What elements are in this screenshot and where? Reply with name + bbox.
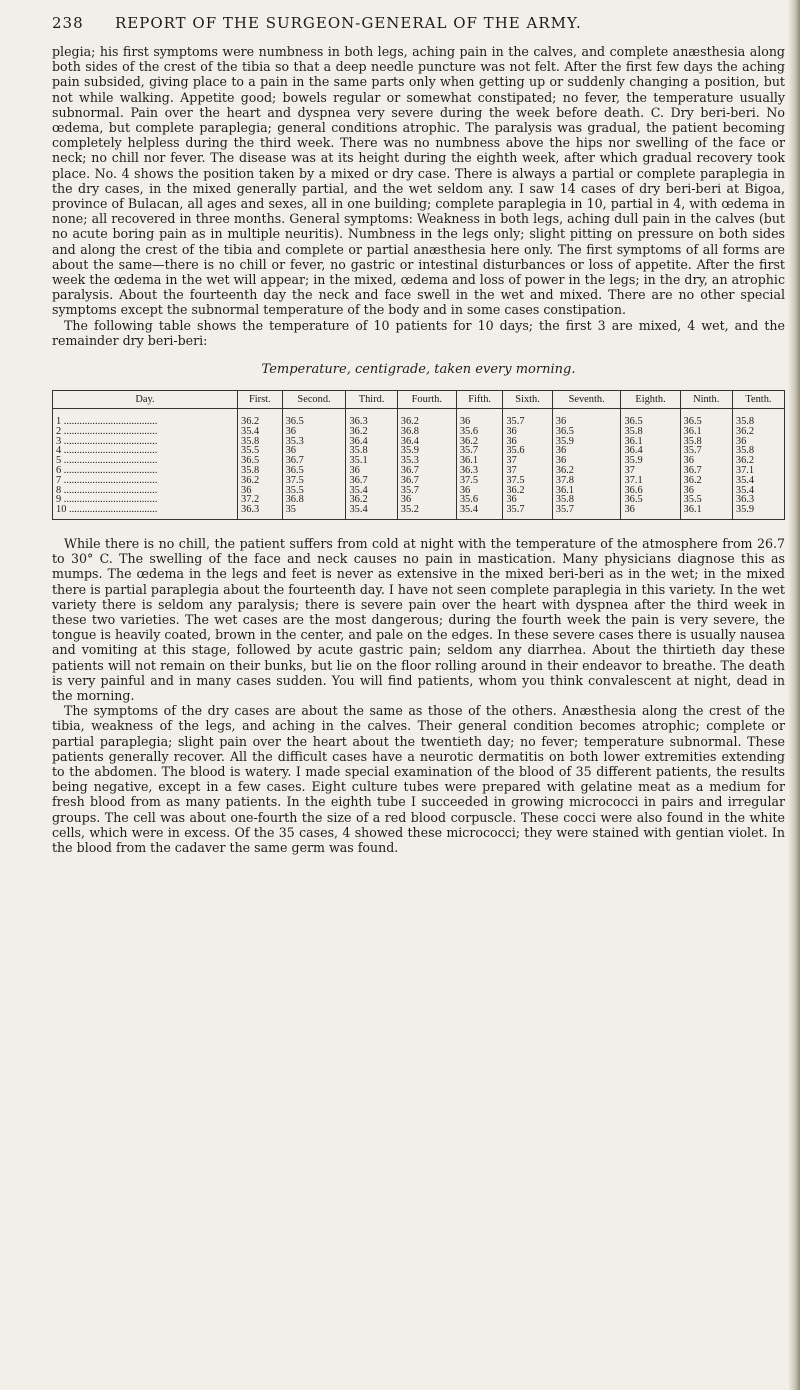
- temperature-cell: 35.7: [503, 505, 552, 519]
- paragraph-table-intro: The following table shows the temperature of 10 patients for 10 days; the first 3 are mixed, 4 wet, and the remainder dry beri-beri:: [52, 317, 785, 348]
- temperature-cell: 35.9: [732, 505, 784, 519]
- temperature-cell: 36.1: [552, 486, 621, 496]
- lower-text: [52, 536, 785, 855]
- temperature-cell: 36: [346, 466, 397, 476]
- temperature-cell: 36.5: [238, 456, 283, 466]
- temperature-cell: 36.6: [621, 486, 680, 496]
- temperature-cell: 37.5: [503, 476, 552, 486]
- temperature-cell: 36.3: [456, 466, 503, 476]
- column-header: Day.: [53, 391, 238, 409]
- temperature-cell: 35.6: [456, 495, 503, 505]
- temperature-cell: 36.1: [680, 505, 732, 519]
- temperature-cell: 36: [503, 437, 552, 447]
- temperature-cell: 36.3: [238, 505, 283, 519]
- temperature-cell: 35.7: [397, 486, 456, 496]
- paragraph-chill: While there is no chill, the patient suffers from cold at night with the temperature of the atmosphere from 26.7 to 30° C. The swelling of the face and neck causes no pain in mastication. Many physicians diagnose this as mumps. The œdema in the legs and feet is never as extensive in the mixed beri-beri as in the wet; in the mixed there is partial paraplegia about the fourteenth day. I have not seen complete paraplegia in this variety. In the wet variety there is seldom any paralysis; there is severe pain over the heart with dyspnea after the third week in these two varieties. The wet cases are the most dangerous; during the fourth week the pain is very severe, the tongue is heavily coated, brown in the center, and pale on the edges. In these severe cases there is usually nausea and vomiting at this stage, followed by acute gastric pain; seldom any diarrhea. About the thirtieth day these patients will not remain on their bunks, but lie on the floor rolling around in their endeavor to breathe. The death is very painful and in many cases sudden. You will find patients, whom you think convalescent at night, dead in the morning.: [52, 536, 785, 704]
- temperature-cell: 36.5: [282, 409, 346, 427]
- paragraph-symptoms: plegia; his first symptoms were numbness in both legs, aching pain in the calves, and complete anæsthesia along both sides of the crest of the tibia so that a deep needle puncture was not felt. After the first few days the aching pain subsided, giving place to a pain in the same parts only when getting up or suddenly changing a position, but not while walking. Appetite good; bowels regular or somewhat constipated; no fever, the temperature usually subnormal. Pain over the heart and dyspnea very severe during the week before death. C. Dry beri-beri. No œdema, but complete paraplegia; general conditions atrophic. The paralysis was gradual, the patient becoming completely helpless during the third week. There was no numbness above the hips nor swelling of the face or neck; no chill nor fever. The disease was at its height during the eighth week, after which gradual recovery took place. No. 4 shows the position taken by a mixed or dry case. There is always a partial or complete paraplegia in the dry cases, in the mixed generally partial, and the wet seldom any. I saw 14 cases of dry beri-beri at Bigoa, province of Bulacan, all ages and sexes, all in one building; complete paraplegia in 10, partial in 4, with œdema in none; all recovered in three months. General symptoms: Weakness in both legs, aching dull pain in the calves (but no acute boring pain as in multiple neuritis). Numbness in the legs only; slight pitting on pressure on both sides and along the crest of the tibia and complete or partial anæsthesia here only. The first symptoms of all forms are about the same—there is no chill or fever, no gastric or intestinal disturbances or loss of appetite. After the first week the œdema in the wet will appear; in the mixed, œdema and loss of power in the legs; in the dry, an atrophic paralysis. About the fourteenth day the neck and face swell in the wet and mixed. There are no other special symptoms except the subnormal temperature of the body and in some cases constipation.: [52, 44, 785, 318]
- column-header: Ninth.: [680, 391, 732, 409]
- table-caption: Temperature, centigrade, taken every morning.: [261, 362, 576, 378]
- temperature-cell: 35.9: [621, 456, 680, 466]
- column-header: Eighth.: [621, 391, 680, 409]
- table-body: [53, 409, 785, 520]
- temperature-cell: 35.8: [346, 446, 397, 456]
- temperature-cell: 35.8: [238, 466, 283, 476]
- temperature-cell: 35.8: [621, 427, 680, 437]
- temperature-cell: 36: [680, 486, 732, 496]
- temperature-table: [52, 390, 785, 520]
- temperature-cell: 36: [238, 486, 283, 496]
- temperature-cell: 36: [732, 437, 784, 447]
- column-header: Tenth.: [732, 391, 784, 409]
- temperature-cell: 36.2: [346, 427, 397, 437]
- temperature-cell: 36.5: [680, 409, 732, 427]
- day-label: 7 ....................................: [53, 476, 238, 486]
- temperature-cell: 35.8: [732, 446, 784, 456]
- temperature-cell: 36: [621, 505, 680, 519]
- day-label: 10 ..................................: [53, 505, 238, 519]
- temperature-cell: 36.1: [621, 437, 680, 447]
- temperature-cell: 36.8: [397, 427, 456, 437]
- temperature-cell: 35.7: [456, 446, 503, 456]
- temperature-cell: 36.2: [397, 409, 456, 427]
- temperature-cell: 35.6: [503, 446, 552, 456]
- temperature-cell: 35.4: [456, 505, 503, 519]
- column-header: Second.: [282, 391, 346, 409]
- temperature-cell: 37.2: [238, 495, 283, 505]
- page-edge-shadow: [788, 0, 800, 1390]
- temperature-cell: 36.7: [282, 456, 346, 466]
- temperature-cell: 35.4: [346, 486, 397, 496]
- table-row: [53, 486, 785, 496]
- temperature-cell: 36.3: [732, 495, 784, 505]
- document-page: [52, 14, 785, 855]
- column-header: Fifth.: [456, 391, 503, 409]
- temperature-cell: 35.7: [680, 446, 732, 456]
- page-number: 238: [52, 14, 84, 32]
- temperature-cell: 36: [282, 446, 346, 456]
- temperature-cell: 36: [552, 456, 621, 466]
- temperature-cell: 36: [456, 409, 503, 427]
- temperature-cell: 35.4: [346, 505, 397, 519]
- temperature-cell: 36.1: [680, 427, 732, 437]
- temperature-cell: 35.7: [552, 505, 621, 519]
- temperature-cell: 36.2: [456, 437, 503, 447]
- table-row: [53, 505, 785, 519]
- temperature-cell: 36.2: [238, 476, 283, 486]
- temperature-cell: 37: [503, 456, 552, 466]
- temperature-cell: 37: [621, 466, 680, 476]
- temperature-cell: 35.3: [282, 437, 346, 447]
- day-label: 1 ....................................: [53, 409, 238, 427]
- temperature-cell: 35.5: [282, 486, 346, 496]
- temperature-cell: 36: [456, 486, 503, 496]
- column-header: Seventh.: [552, 391, 621, 409]
- temperature-cell: 36.5: [621, 495, 680, 505]
- temperature-cell: 35.8: [680, 437, 732, 447]
- temperature-cell: 36.2: [680, 476, 732, 486]
- temperature-cell: 36: [503, 427, 552, 437]
- temperature-cell: 36.4: [621, 446, 680, 456]
- temperature-cell: 36.5: [552, 427, 621, 437]
- column-header: Third.: [346, 391, 397, 409]
- temperature-cell: 35.9: [552, 437, 621, 447]
- temperature-cell: 36.8: [282, 495, 346, 505]
- temperature-cell: 35.9: [397, 446, 456, 456]
- temperature-cell: 37.8: [552, 476, 621, 486]
- temperature-cell: 36.2: [346, 495, 397, 505]
- temperature-cell: 36.7: [680, 466, 732, 476]
- paragraph-dry-cases: The symptoms of the dry cases are about the same as those of the others. Anæsthesia along the crest of the tibia, weakness of the legs, and aching in the calves. Their general condition becomes atrophic; complete or partial paraplegia; slight pain over the heart about the twentieth day; no fever; temperature subnormal. These patients generally recover. All the difficult cases have a neurotic dermatitis on both lower extremities extending to the abdomen. The blood is watery. I made special examination of the blood of 35 different patients, the results being negative, except in a few cases. Eight culture tubes were prepared with gelatine meat as a medium for fresh blood from as many patients. In the eighth tube I succeeded in growing micrococci in pairs and irregular groups. The cell was about one-fourth the size of a red blood corpuscle. These cocci were also found in the white cells, which were in excess. Of the 35 cases, 4 showed these micrococci; they were stained with gentian violet. In the blood from the cadaver the same germ was found.: [52, 703, 785, 856]
- temperature-cell: 36.7: [397, 466, 456, 476]
- temperature-cell: 37: [503, 466, 552, 476]
- table-row: [53, 409, 785, 427]
- temperature-cell: 36.2: [732, 456, 784, 466]
- page-header: [52, 14, 785, 44]
- temperature-cell: 36.2: [552, 466, 621, 476]
- temperature-cell: 35.4: [238, 427, 283, 437]
- temperature-cell: 35.8: [552, 495, 621, 505]
- temperature-cell: 36.2: [503, 486, 552, 496]
- temperature-cell: 35.6: [456, 427, 503, 437]
- temperature-cell: 36: [552, 409, 621, 427]
- column-header: First.: [238, 391, 283, 409]
- temperature-cell: 36.4: [397, 437, 456, 447]
- day-label: 4 ....................................: [53, 446, 238, 456]
- day-label: 8 ....................................: [53, 486, 238, 496]
- temperature-cell: 36.3: [346, 409, 397, 427]
- temperature-cell: 35: [282, 505, 346, 519]
- temperature-cell: 36.5: [282, 466, 346, 476]
- day-label: 9 ....................................: [53, 495, 238, 505]
- column-header: Sixth.: [503, 391, 552, 409]
- temperature-cell: 36: [503, 495, 552, 505]
- temperature-cell: 35.5: [238, 446, 283, 456]
- running-title: REPORT OF THE SURGEON-GENERAL OF THE ARMY.: [115, 14, 582, 32]
- temperature-cell: 36: [282, 427, 346, 437]
- temperature-cell: 36.5: [621, 409, 680, 427]
- temperature-cell: 36.4: [346, 437, 397, 447]
- temperature-cell: 35.4: [732, 476, 784, 486]
- temperature-cell: 35.2: [397, 505, 456, 519]
- temperature-cell: 37.5: [282, 476, 346, 486]
- temperature-cell: 35.4: [732, 486, 784, 496]
- table-header-row: [53, 391, 785, 409]
- column-header: Fourth.: [397, 391, 456, 409]
- temperature-cell: 36: [680, 456, 732, 466]
- temperature-cell: 35.1: [346, 456, 397, 466]
- temperature-cell: 35.5: [680, 495, 732, 505]
- day-label: 5 ....................................: [53, 456, 238, 466]
- temperature-cell: 36.2: [238, 409, 283, 427]
- temperature-cell: 35.8: [238, 437, 283, 447]
- temperature-cell: 35.3: [397, 456, 456, 466]
- temperature-cell: 36.7: [346, 476, 397, 486]
- temperature-cell: 36: [397, 495, 456, 505]
- temperature-cell: 35.8: [732, 409, 784, 427]
- temperature-cell: 36.1: [456, 456, 503, 466]
- day-label: 6 ....................................: [53, 466, 238, 476]
- temperature-cell: 36.7: [397, 476, 456, 486]
- temperature-cell: 37.1: [732, 466, 784, 476]
- temperature-cell: 35.7: [503, 409, 552, 427]
- temperature-cell: 36.2: [732, 427, 784, 437]
- day-label: 3 ....................................: [53, 437, 238, 447]
- temperature-cell: 36: [552, 446, 621, 456]
- temperature-cell: 37.1: [621, 476, 680, 486]
- day-label: 2 ....................................: [53, 427, 238, 437]
- temperature-cell: 37.5: [456, 476, 503, 486]
